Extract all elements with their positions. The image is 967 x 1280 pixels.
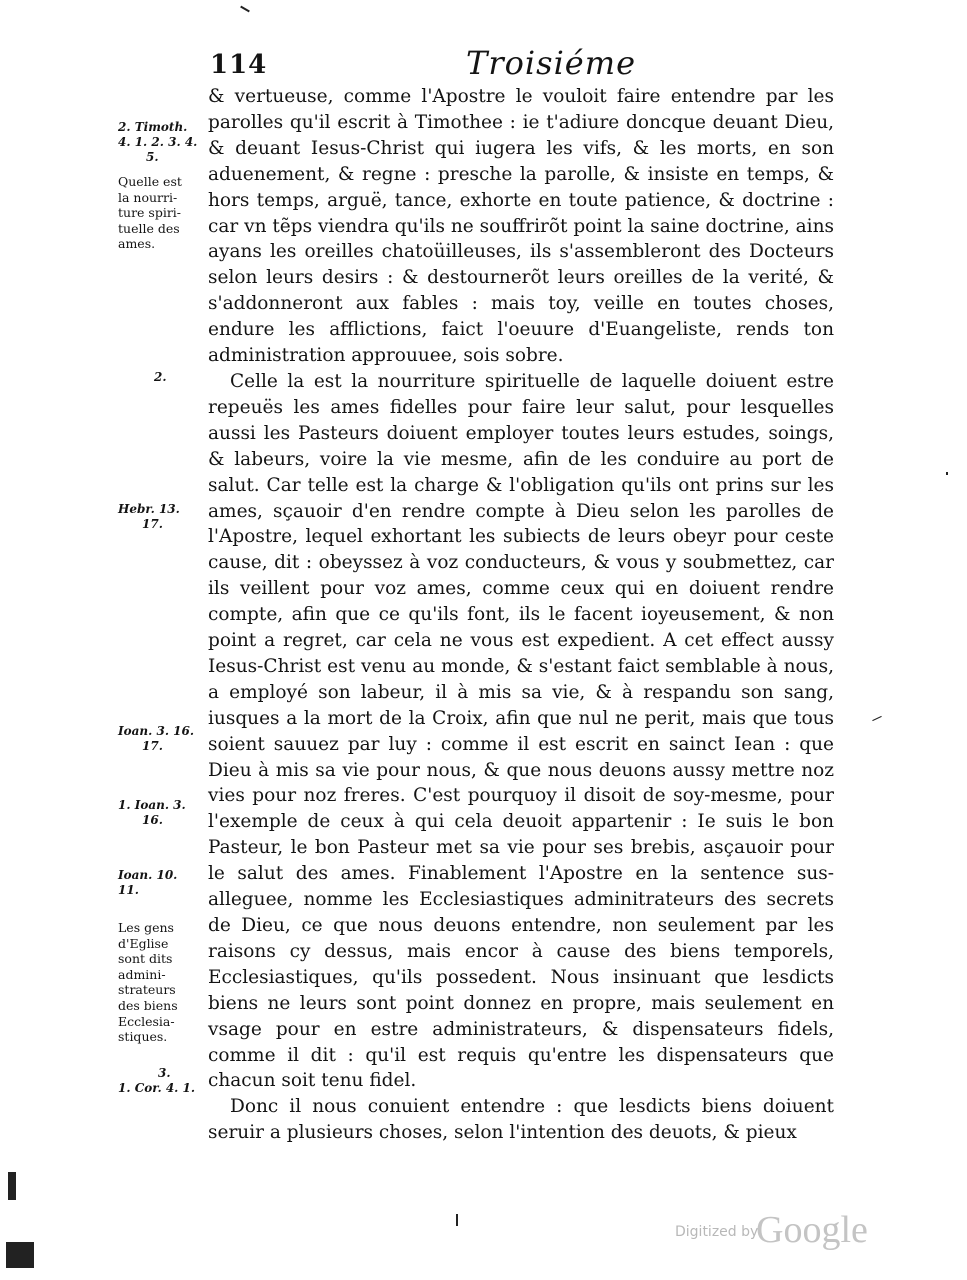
page-number: 114: [210, 50, 268, 80]
scan-mark: [946, 472, 948, 475]
margin-line: Ioan. 3. 16.: [118, 724, 195, 738]
scan-mark: [872, 716, 881, 721]
margin-ref-ioan-1: [118, 724, 202, 754]
margin-ref-timoth: [118, 120, 202, 165]
running-head: Troisiéme: [466, 44, 637, 82]
margin-line: ture spiri-: [118, 205, 182, 221]
paragraph: Donc il nous conuient entendre : que lesdicts biens doiuent seruir a plusieurs choses, selon l'intention des deuots, & pieux: [208, 1096, 834, 1144]
digitized-by-label: Digitized by: [675, 1224, 759, 1240]
margin-line: d'Eglise: [118, 935, 169, 951]
margin-line: strateurs: [118, 982, 176, 998]
paragraph: Celle la est la nourriture spirituelle de laquelle doiuent estre repeuës les ames fidelles pour faire leur salut, pour lesquelles aussi les Pasteurs doiuent employer toutes leurs estudes, soings, & labeurs, voire la vie mesme, afin de les conduire au port de salut. Car telle est la charge & l'obligation qu'ils ont prins sur les ames, sçauoir d'en rendre compte à Dieu selon les parolles de l'Apostre, lequel exhortant les subiects de leurs obeyr pour ceste cause, dit : obeyssez à voz conducteurs, & vous y soubmettez, car ils veillent pour voz ames, comme ceux qui en doiuent rendre compte, afin que ce qu'ils font, ils le facent ioyeusement, & non point a regret, car cela ne vous est expedient. A cet effect aussy Iesus-Christ est venu au monde, & s'estant faict semblable à nous, a employé son labeur, il à mis sa vie, & à respandu son sang, iusques a la mort de la Croix, afin que nul ne perit, mais que tous soient sauuez par luy : comme il est escrit en sainct Iean : que Dieu à mis sa vie pour nous, & que nous deuons aussy mettre noz vies pour noz freres. C'est pourquoy il disoit de soy-mesme, pour l'exemple de ceux à qui cela deuoit appartenir : Ie suis le bon Pasteur, le bon Pasteur met sa vie pour ses brebis, asçauoir pour le salut des ames. Finablement l'Apostre en la sentence sus-alleguee, nomme les Ecclesiastiques adminitrateurs des secrets de Dieu, ce que nous deuons entendre, non seulement par les raisons cy dessus, mais encor à cause des biens temporels, Ecclesiastiques, qu'ils possedent. Nous insinuant que lesdicts biens ne leurs sont point donnez en propre, mais seulement en vsage pour en estre administrateurs, & dispensateurs fidels, comme il dit : qu'il est requis qu'entre les dispensateurs que chacun soit tenu fidel.: [208, 370, 834, 1092]
margin-line: 17.: [142, 517, 163, 531]
margin-ref-ioan-2: [118, 798, 202, 828]
margin-note-gens-deglise: [118, 920, 202, 1045]
margin-line: Quelle est: [118, 174, 182, 189]
scan-mark: [240, 6, 250, 13]
margin-line: tuelle des: [118, 220, 180, 236]
margin-note-nourriture: [118, 174, 202, 252]
margin-line: 2. Timoth.: [118, 120, 188, 134]
margin-line: Hebr. 13.: [118, 502, 180, 516]
margin-line: Les gens: [118, 920, 174, 935]
margin-ref-cor: [118, 1066, 202, 1096]
margin-line: 5.: [146, 150, 159, 164]
scan-mark: [456, 1214, 458, 1226]
paragraph: & vertueuse, comme l'Apostre le vouloit faire entendre par les parolles qu'il escrit à Timothee : ie t'adiure doncque deuant Dieu, & deuant Iesus-Christ qui iugera les vifs, & les morts, en son aduenement, & regne : presche la parolle, & insiste en temps, & hors temps, arguë, tance, exhorte en toute patience, & doctrine : car vn tẽps viendra qu'ils ne souffrirõt point la saine doctrine, ains ayans les oreilles chatoüilleuses, ils s'assembleront des Docteurs selon leurs desirs : & destournerõt leurs oreilles de la verité, & s'addonneront aux fables : mais toy, veille en toutes choses, endure les afflictions, faict l'oeuure d'Euangeliste, rends ton administration approuuee, sois sobre.: [208, 86, 834, 367]
margin-line: des biens: [118, 997, 178, 1013]
margin-line: 3.: [158, 1066, 171, 1080]
margin-line: 16.: [142, 813, 163, 827]
scan-mark: [6, 1242, 34, 1268]
margin-line: stiques.: [118, 1029, 168, 1045]
margin-line: Ecclesia-: [118, 1013, 175, 1029]
margin-line: Ioan. 10. 11.: [118, 868, 178, 897]
margin-line: 17.: [142, 739, 163, 753]
margin-line: ames.: [118, 236, 156, 252]
scan-mark: [8, 1172, 16, 1200]
margin-line: 2.: [154, 370, 167, 384]
margin-line: 1. Ioan. 3.: [118, 798, 186, 812]
main-text: [208, 84, 834, 1146]
google-logo: Google: [756, 1209, 868, 1251]
margin-line: sont dits: [118, 951, 173, 967]
margin-line: 1. Cor. 4. 1.: [118, 1081, 196, 1095]
margin-line: la nourri-: [118, 189, 178, 205]
margin-ref-2: [154, 370, 238, 385]
margin-ref-ioan-3: [118, 868, 202, 898]
margin-line: 4. 1. 2. 3. 4.: [118, 135, 198, 149]
margin-line: admini-: [118, 966, 166, 982]
margin-ref-hebr: [118, 502, 202, 532]
